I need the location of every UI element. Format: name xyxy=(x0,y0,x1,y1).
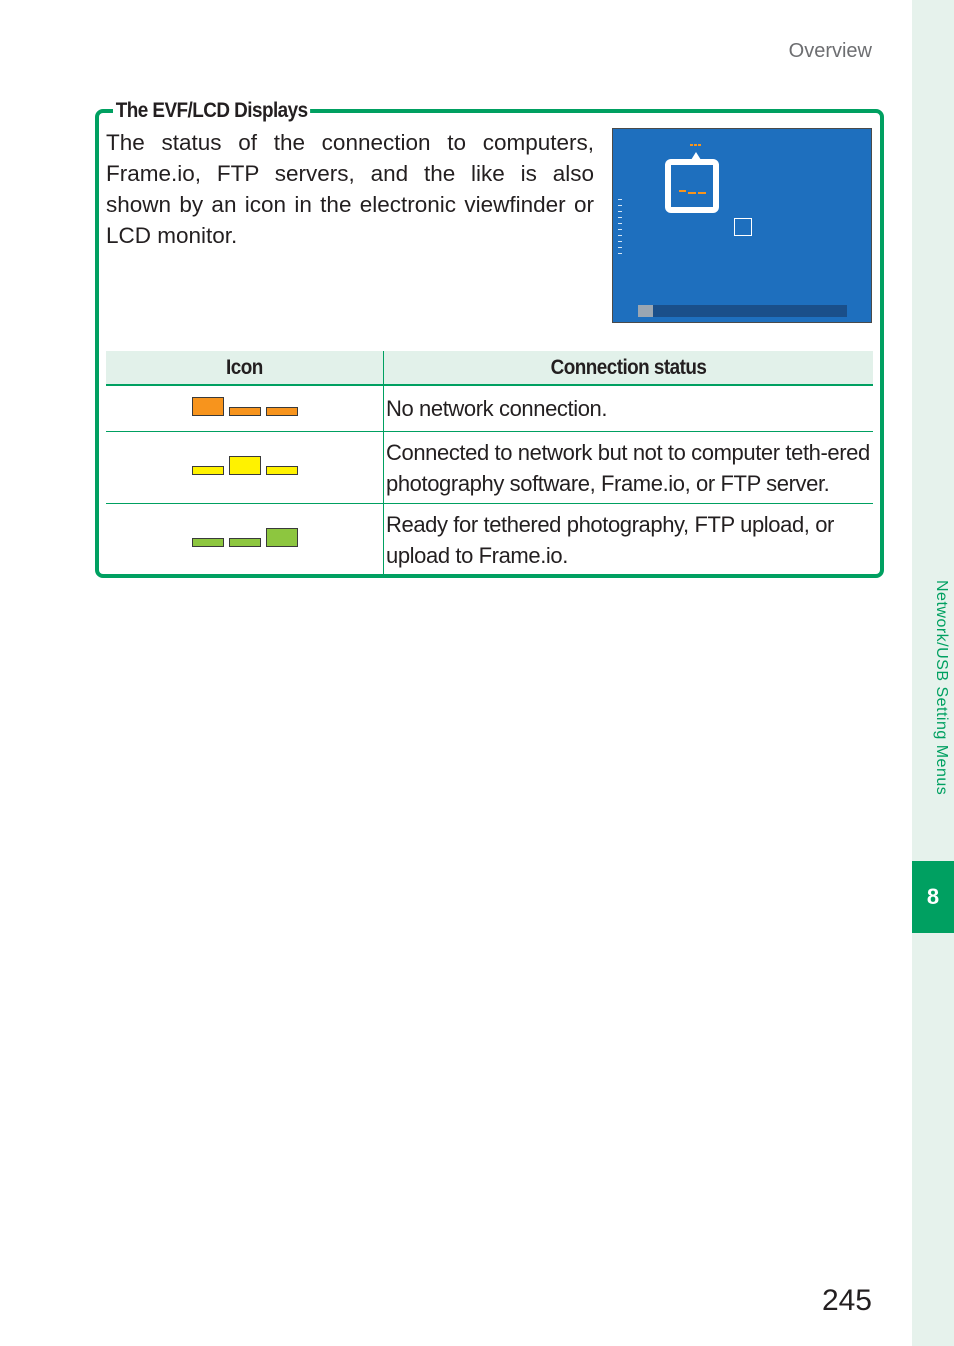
table-row xyxy=(106,385,873,432)
lcd-screen-illustration xyxy=(612,128,872,323)
signal-no-network-icon xyxy=(192,394,298,418)
section-header: Overview xyxy=(788,40,872,62)
exposure-scale xyxy=(618,199,622,255)
mini-bar-1 xyxy=(679,190,686,192)
box-title: The EVF/LCD Displays xyxy=(113,99,310,123)
table-row xyxy=(106,504,873,576)
status-text: Ready for tethered photography, FTP upload, or upload to Frame.io. xyxy=(386,511,834,568)
screen-progress-bar xyxy=(638,305,847,317)
chapter-sidebar xyxy=(912,0,954,1346)
signal-network-only-icon xyxy=(192,453,298,477)
icon-column-header: Icon xyxy=(106,351,384,385)
mini-bar-2 xyxy=(688,192,696,194)
connection-status-table xyxy=(106,351,873,575)
status-text: No network connection. xyxy=(384,385,874,432)
table-row xyxy=(106,432,873,504)
icon-callout xyxy=(665,159,719,213)
status-text: Connected to network but not to computer teth-ered photography software, Frame.io, or FTP server. xyxy=(384,432,874,504)
evf-lcd-displays-box xyxy=(95,99,884,578)
callout-inner xyxy=(671,165,713,207)
screen-progress-fill xyxy=(638,305,653,317)
signal-ready-icon xyxy=(192,525,298,549)
chapter-tab[interactable]: 8 xyxy=(912,861,954,933)
focus-frame xyxy=(734,218,752,236)
intro-text: The status of the connection to computers, Frame.io, FTP servers, and the like is also shown by an icon in the electronic viewfinder or LCD monitor. xyxy=(106,130,594,248)
status-column-header: Connection status xyxy=(384,351,874,385)
screen-status-icon xyxy=(690,143,700,147)
page-number: 245 xyxy=(821,1284,872,1317)
sidebar-chapter-label: Network/USB Setting Menus xyxy=(933,580,950,796)
mini-bar-3 xyxy=(698,192,706,194)
